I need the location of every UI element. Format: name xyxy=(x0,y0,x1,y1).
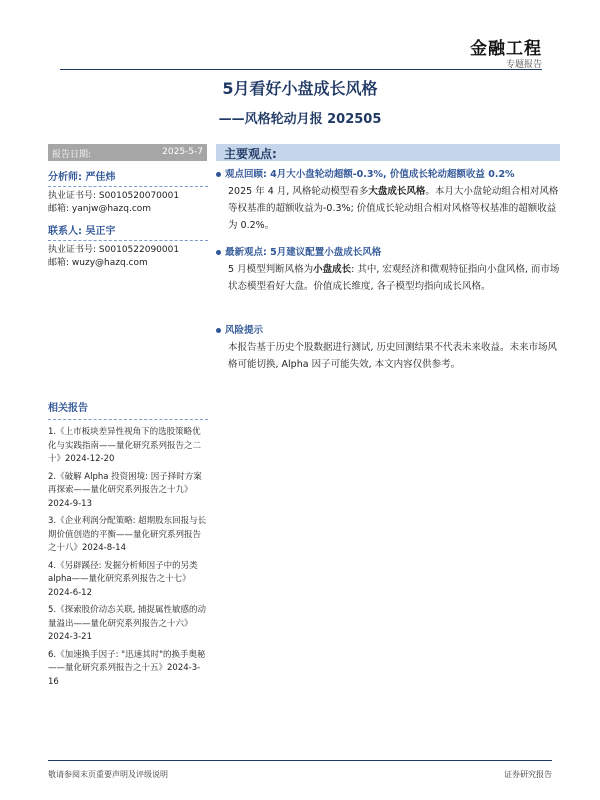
section-risk xyxy=(216,322,560,373)
para-text: 。本月大小盘轮动组合相对风格等权基准的超额收益为-0.3%; 价值成长轮动组合相对风格等权基准的超额收益为 0.2%。 xyxy=(228,186,559,231)
email-address[interactable]: wuzy@hazq.com xyxy=(71,258,148,268)
para-text: 5 月模型判断风格为 xyxy=(228,264,314,275)
related-report-item[interactable]: 5.《探索股价动态关联, 捕捉属性敏感的动量溢出——量化研究系列报告之十六》2024-3-21 xyxy=(48,605,207,642)
divider xyxy=(48,185,208,187)
key-points-bar xyxy=(216,144,560,161)
related-report-item[interactable]: 3.《企业利润分配策略: 超期股东回报与长期价值创造的平衡——量化研究系列报告之十八》2024-8-14 xyxy=(48,516,207,553)
para-text: : 其中, 宏观经济和微观特征指向小盘风格, 而市场状态模型看好大盘。价值成长维度, 各子模型均指向成长风格。 xyxy=(228,264,560,292)
related-reports xyxy=(48,399,208,689)
brand-title: 金融工程 xyxy=(470,39,542,59)
related-report-item[interactable]: 4.《另辟蹊径: 发掘分析师因子中的另类 alpha——量化研究系列报告之十七》2024-6-12 xyxy=(48,560,198,598)
section-title-text: 最新观点: 5月建议配置小盘成长风格 xyxy=(225,247,382,258)
cert-line xyxy=(48,190,208,203)
para-bold: 大盘成长风格 xyxy=(368,186,426,197)
key-points-title: 主要观点: xyxy=(224,147,277,161)
analyst-block-2 xyxy=(48,222,208,270)
footer-divider xyxy=(48,760,552,761)
analyst-block-1 xyxy=(48,168,208,216)
related-report-item[interactable]: 2.《破解 Alpha 投资困境: 因子择时方案再探索——量化研究系列报告之十九》2024-9-13 xyxy=(48,471,202,509)
header-divider xyxy=(60,69,542,70)
cert-number: S0010522090001 xyxy=(98,245,180,255)
related-report-item[interactable]: 6.《加速换手因子: "迅速其时"的换手奥秘——量化研究系列报告之十五》2024-3-16 xyxy=(48,649,206,687)
footer-disclaimer: 敬请参阅末页重要声明及评级说明 xyxy=(48,770,168,779)
analyst-header xyxy=(48,168,208,183)
contact-header xyxy=(48,222,208,237)
report-date-value: 2025-5-7 xyxy=(162,147,203,157)
cert-line xyxy=(48,244,208,257)
page-title: 5月看好小盘成长风格 xyxy=(222,79,378,98)
para-bold: 小盘成长 xyxy=(313,264,352,275)
related-report-item[interactable]: 1.《上市板块差异性视角下的选股策略优化与实践指南——量化研究系列报告之二十》2024-12-20 xyxy=(48,427,202,464)
bullet-icon xyxy=(216,172,221,177)
section-paragraph xyxy=(216,261,560,295)
report-date-label: 报告日期: xyxy=(52,150,92,160)
bullet-icon xyxy=(216,250,221,255)
section-review xyxy=(216,166,560,234)
section-paragraph xyxy=(216,183,560,234)
page-subtitle: ——风格轮动月报 202505 xyxy=(218,112,382,127)
contact-name: 吴正宇 xyxy=(85,226,116,237)
email-line xyxy=(48,257,208,270)
section-title xyxy=(216,166,560,180)
divider xyxy=(48,418,208,420)
cert-number: S0010520070001 xyxy=(98,191,180,201)
section-title xyxy=(216,244,560,258)
email-address[interactable]: yanjw@hazq.com xyxy=(71,204,152,214)
para-text: 2025 年 4 月, 风格轮动模型看多 xyxy=(228,186,369,197)
para-text: 本报告基于历史个股数据进行测试, 历史回测结果不代表未来收益。未来市场风格可能切换, Alpha 因子可能失效, 本文内容仅供参考。 xyxy=(228,342,558,370)
related-reports-title: 相关报告 xyxy=(48,403,88,414)
report-type: 专题报告 xyxy=(505,60,542,70)
cert-label: 执业证书号: xyxy=(48,191,97,201)
section-latest xyxy=(216,244,560,295)
section-title xyxy=(216,322,560,336)
divider xyxy=(48,239,208,241)
report-date-bar xyxy=(48,144,207,161)
section-paragraph xyxy=(216,339,560,373)
analyst-name: 严佳炜 xyxy=(85,172,116,183)
email-label: 邮箱: xyxy=(48,204,70,214)
contact-role: 联系人: xyxy=(48,226,82,237)
section-title-text: 观点回顾: 4月大小盘轮动超额-0.3%, 价值成长轮动超额收益 0.2% xyxy=(225,169,515,180)
email-label: 邮箱: xyxy=(48,258,70,268)
bullet-icon xyxy=(216,328,221,333)
section-title-text: 风险提示 xyxy=(225,325,264,336)
cert-label: 执业证书号: xyxy=(48,245,97,255)
footer-label: 证券研究报告 xyxy=(504,770,552,779)
email-line xyxy=(48,203,208,216)
analyst-role: 分析师: xyxy=(48,172,82,183)
